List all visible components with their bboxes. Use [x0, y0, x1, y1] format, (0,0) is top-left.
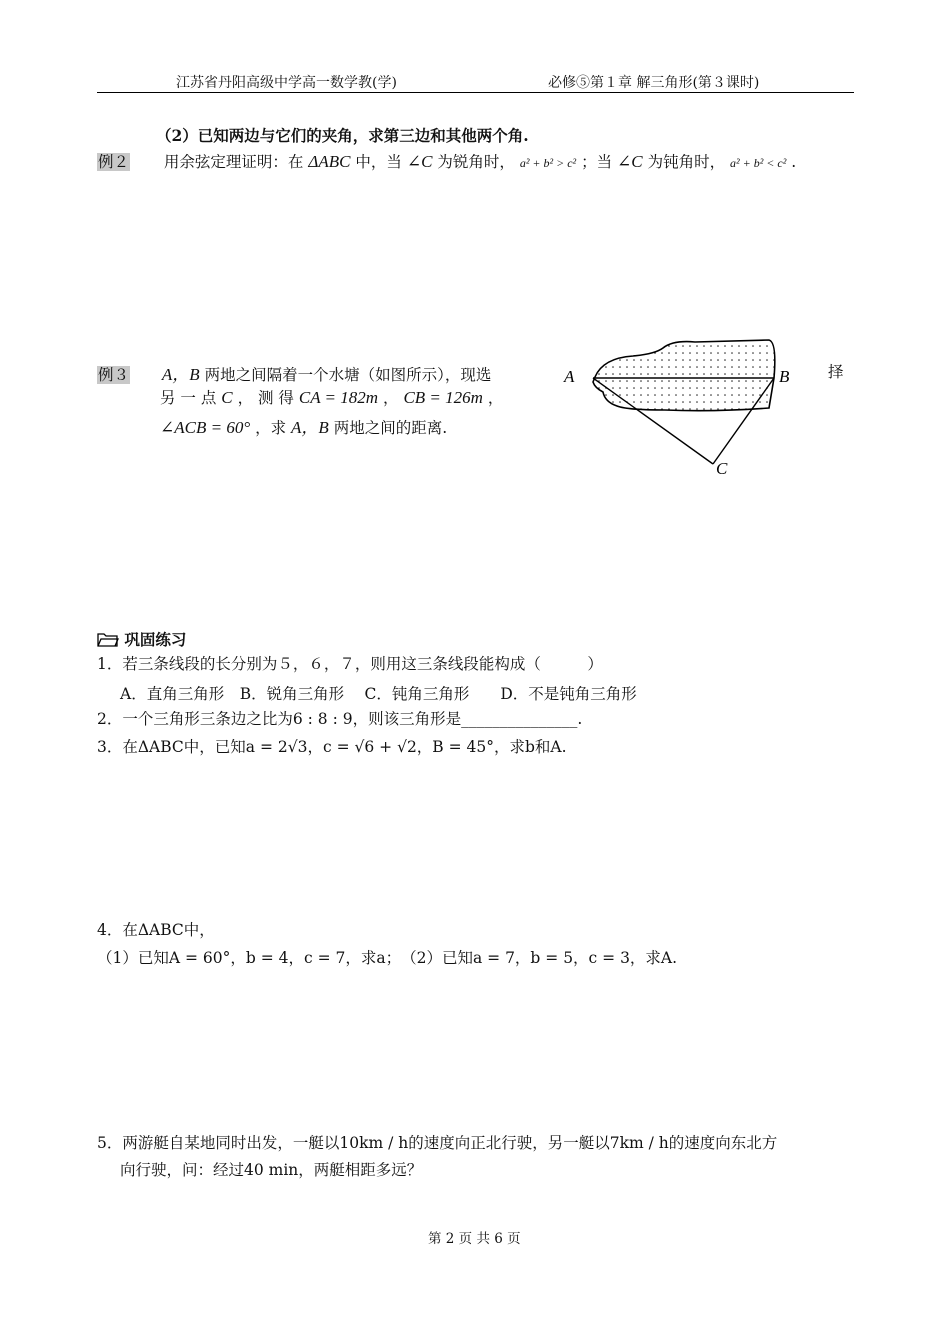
example2-text-a: 用余弦定理证明：在 — [163, 153, 304, 171]
example2-label: 例２ — [98, 153, 130, 171]
example2-ineq2: a² + b² < c² — [730, 156, 787, 170]
pond-figure — [555, 330, 815, 490]
header-left: 江苏省丹阳高级中学高一数学教(学) — [176, 75, 397, 91]
practice-q3: 3．在ΔABC中，已知a = 2√3，c = √6 + √2，B = 45°，求b和A. — [97, 738, 567, 756]
example3-line1-text: 两地之间隔着一个水塘（如图所示），现选 — [204, 366, 492, 384]
example2-text-c: 为锐角时， — [437, 153, 515, 171]
header-right: 必修⑤第１章 解三角形(第３课时) — [548, 75, 760, 91]
example3-point-c: C — [221, 388, 233, 407]
example2-angle-c1: ∠C — [406, 152, 433, 171]
example3-cb: CB = 126m — [403, 388, 483, 407]
example3-angle: ∠ACB = 60° — [160, 418, 251, 437]
folder-icon — [97, 631, 119, 647]
example3-line2-b: ， 测 得 — [237, 389, 294, 407]
practice-q4-sub: （1）已知A = 60°，b = 4，c = 7，求a； （2）已知a = 7，b = 5，c = 3，求A. — [97, 949, 678, 967]
practice-q2: 2．一个三角形三条边之比为6 : 8 : 9，则该三角形是_______________. — [97, 710, 583, 728]
practice-q4: 4．在ΔABC中， — [97, 921, 215, 939]
practice-q5-line1: 5．两游艇自某地同时出发，一艇以10km / h的速度向正北行驶，另一艇以7km / h的速度向东北方 — [97, 1134, 778, 1152]
example2-triangle: ΔABC — [308, 152, 351, 171]
example3-line3 — [160, 413, 447, 438]
example2-line — [97, 150, 796, 172]
example3-line2-d: ， — [487, 389, 504, 407]
example3-line2-a: 另 一 点 — [160, 389, 217, 407]
practice-q1: 1．若三条线段的长分别为５，６，７，则用这三条线段能构成（ ） — [97, 655, 603, 673]
practice-heading — [97, 628, 186, 650]
practice-q1-options: A．直角三角形 B．锐角三角形 C．钝角三角形 D．不是钝角三角形 — [120, 685, 637, 703]
example3-line3-points: A，B — [291, 418, 329, 437]
example3-line2-c: ， — [382, 389, 399, 407]
example3-line2 — [160, 386, 503, 408]
example2-angle-c2: ∠C — [617, 152, 643, 171]
example3-points-ab: A，B — [161, 365, 200, 384]
example2-ineq1: a² + b² > c² — [519, 156, 577, 170]
example2-end: . — [791, 153, 797, 171]
example3-line3-b: 两地之间的距离. — [333, 419, 448, 437]
pond-shape — [593, 340, 775, 411]
example3-line3-a: ，求 — [255, 419, 287, 437]
practice-heading-text: 巩固练习 — [124, 630, 187, 649]
example2-text-d: ；当 — [581, 153, 613, 171]
header-rule — [97, 92, 854, 93]
example3-label: 例３ — [98, 366, 130, 384]
practice-q5-line2: 向行驶，问：经过40 min，两艇相距多远？ — [120, 1161, 423, 1179]
example3-ca: CA = 182m — [298, 388, 379, 407]
section2-title: （2）已知两边与它们的夹角，求第三边和其他两个角. — [156, 126, 529, 145]
example2-text-e: 为钝角时， — [647, 153, 726, 171]
label-a: A — [564, 367, 575, 386]
example2-text-b: 中，当 — [355, 153, 402, 171]
label-c: C — [716, 459, 728, 478]
page-footer: 第 2 页 共 6 页 — [428, 1231, 521, 1247]
example3-line1 — [97, 360, 491, 385]
example3-tail: 择 — [828, 363, 844, 381]
label-b: B — [779, 367, 790, 386]
